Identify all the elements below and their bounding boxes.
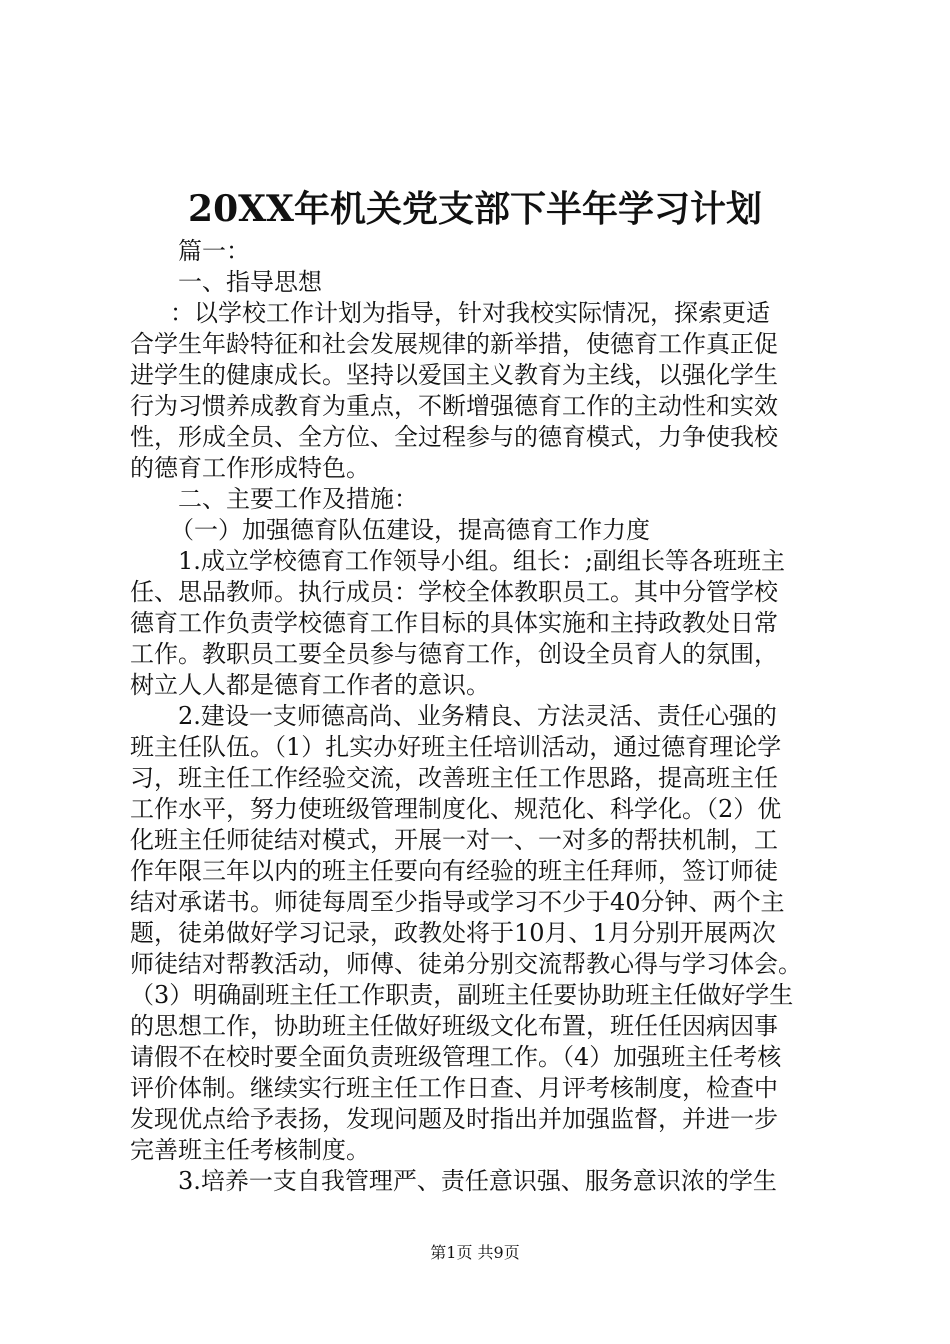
paragraph-line: 进学生的健康成长。坚持以爱国主义教育为主线，以强化学生 [130,361,778,389]
document-body [130,236,830,1197]
paragraph-line: （3）明确副班主任工作职责，副班主任要协助班主任做好学生 [130,981,794,1009]
paragraph-line: 性，形成全员、全方位、全过程参与的德育模式，力争使我校 [130,423,778,451]
paragraph-line: 2.建设一支师德高尚、业务精良、方法灵活、责任心强的 [178,702,777,730]
document-title: 20XX年机关党支部下半年学习计划 [188,188,762,230]
paragraph-line: 工作水平，努力使班级管理制度化、规范化、科学化。（2）优 [130,795,782,823]
heading-guiding-thought: 一、指导思想 [178,268,322,296]
paragraph-line: 行为习惯养成教育为重点，不断增强德育工作的主动性和实效 [130,392,778,420]
section-label: 篇一： [178,237,250,265]
paragraph-line: 师徒结对帮教活动，师傅、徒弟分别交流帮教心得与学习体会。 [130,950,802,978]
paragraph-line: 习，班主任工作经验交流，改善班主任工作思路，提高班主任 [130,764,778,792]
paragraph-line: 合学生年龄特征和社会发展规律的新举措，使德育工作真正促 [130,330,778,358]
paragraph-line: 的德育工作形成特色。 [130,454,370,482]
paragraph-line: 树立人人都是德育工作者的意识。 [130,671,490,699]
paragraph-line: 班主任队伍。（1）扎实办好班主任培训活动，通过德育理论学 [130,733,782,761]
subheading-team-building: （一）加强德育队伍建设，提高德育工作力度 [170,516,650,544]
paragraph-line: 评价体制。继续实行班主任工作日查、月评考核制度，检查中 [130,1074,778,1102]
paragraph-line: 作年限三年以内的班主任要向有经验的班主任拜师，签订师徒 [130,857,778,885]
paragraph-line: 发现优点给予表扬，发现问题及时指出并加强监督，并进一步 [130,1105,778,1133]
paragraph-line: 完善班主任考核制度。 [130,1136,370,1164]
paragraph-line: 的思想工作，协助班主任做好班级文化布置，班任任因病因事 [130,1012,778,1040]
heading-main-work: 二、主要工作及措施： [178,485,418,513]
paragraph-line: 任、思品教师。执行成员：学校全体教职员工。其中分管学校 [130,578,778,606]
paragraph-line: 化班主任师徒结对模式，开展一对一、一对多的帮扶机制，工 [130,826,778,854]
paragraph-line: 结对承诺书。师徒每周至少指导或学习不少于40分钟、两个主 [130,888,785,916]
page-number-footer: 第1页 共9页 [430,1243,520,1262]
paragraph-line: 题，徒弟做好学习记录，政教处将于10月、1月分别开展两次 [130,919,776,947]
paragraph-line: 1.成立学校德育工作领导小组。组长：;副组长等各班班主 [178,547,785,575]
paragraph-line: ：以学校工作计划为指导，针对我校实际情况，探索更适 [170,299,770,327]
paragraph-line: 工作。教职员工要全员参与德育工作，创设全员育人的氛围， [130,640,778,668]
paragraph-line: 请假不在校时要全面负责班级管理工作。（4）加强班主任考核 [130,1043,782,1071]
paragraph-line: 3.培养一支自我管理严、责任意识强、服务意识浓的学生 [178,1167,777,1195]
paragraph-line: 德育工作负责学校德育工作目标的具体实施和主持政教处日常 [130,609,778,637]
